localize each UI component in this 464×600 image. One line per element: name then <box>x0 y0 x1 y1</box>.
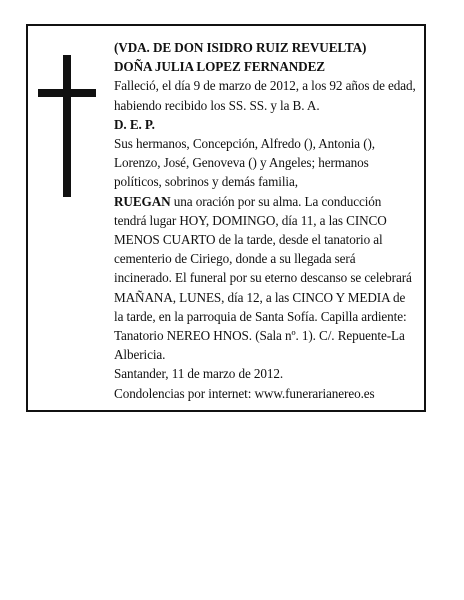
cross-vertical-bar <box>63 55 71 197</box>
ruegan-paragraph <box>114 192 416 365</box>
latin-cross-icon <box>38 55 96 197</box>
deceased-name: DOÑA JULIA LOPEZ FERNANDEZ <box>114 59 325 75</box>
family-members: Sus hermanos, Concepción, Alfredo (), Antonia (), Lorenzo, José, Genoveva () y Angeles; hermanos políticos, sobrinos y demás familia, <box>114 136 375 190</box>
death-announcement: Falleció, el día 9 de marzo de 2012, a los 92 años de edad, habiendo recibido los SS. SS. y la B. A. <box>114 78 416 113</box>
date-place: Santander, 11 de marzo de 2012. <box>114 366 284 382</box>
widow-line: (VDA. DE DON ISIDRO RUIZ REVUELTA) <box>114 40 367 55</box>
dep-line: D. E. P. <box>114 116 155 132</box>
obituary-text <box>114 38 416 403</box>
cross-horizontal-bar <box>38 89 96 97</box>
ruegan-word: RUEGAN <box>114 193 171 209</box>
condolences-line: Condolencias por internet: www.funerarianereo.es <box>114 385 375 401</box>
ruegan-text: una oración por su alma. La conducción tendrá lugar HOY, DOMINGO, día 11, a las CINCO MENOS CUARTO de la tarde, desde el tanatorio al cementerio de Ciriego, donde a su llegada será incinerado. El funeral por su eterno descanso se celebrará MAÑANA, LUNES, día 12, a las CINCO Y MEDIA de la tarde, en la parroquia de Santa Sofía. Capilla ardiente: Tanatorio NEREO HNOS. (Sala nº. 1). C/. Repuente-La Albericia. <box>114 193 412 363</box>
